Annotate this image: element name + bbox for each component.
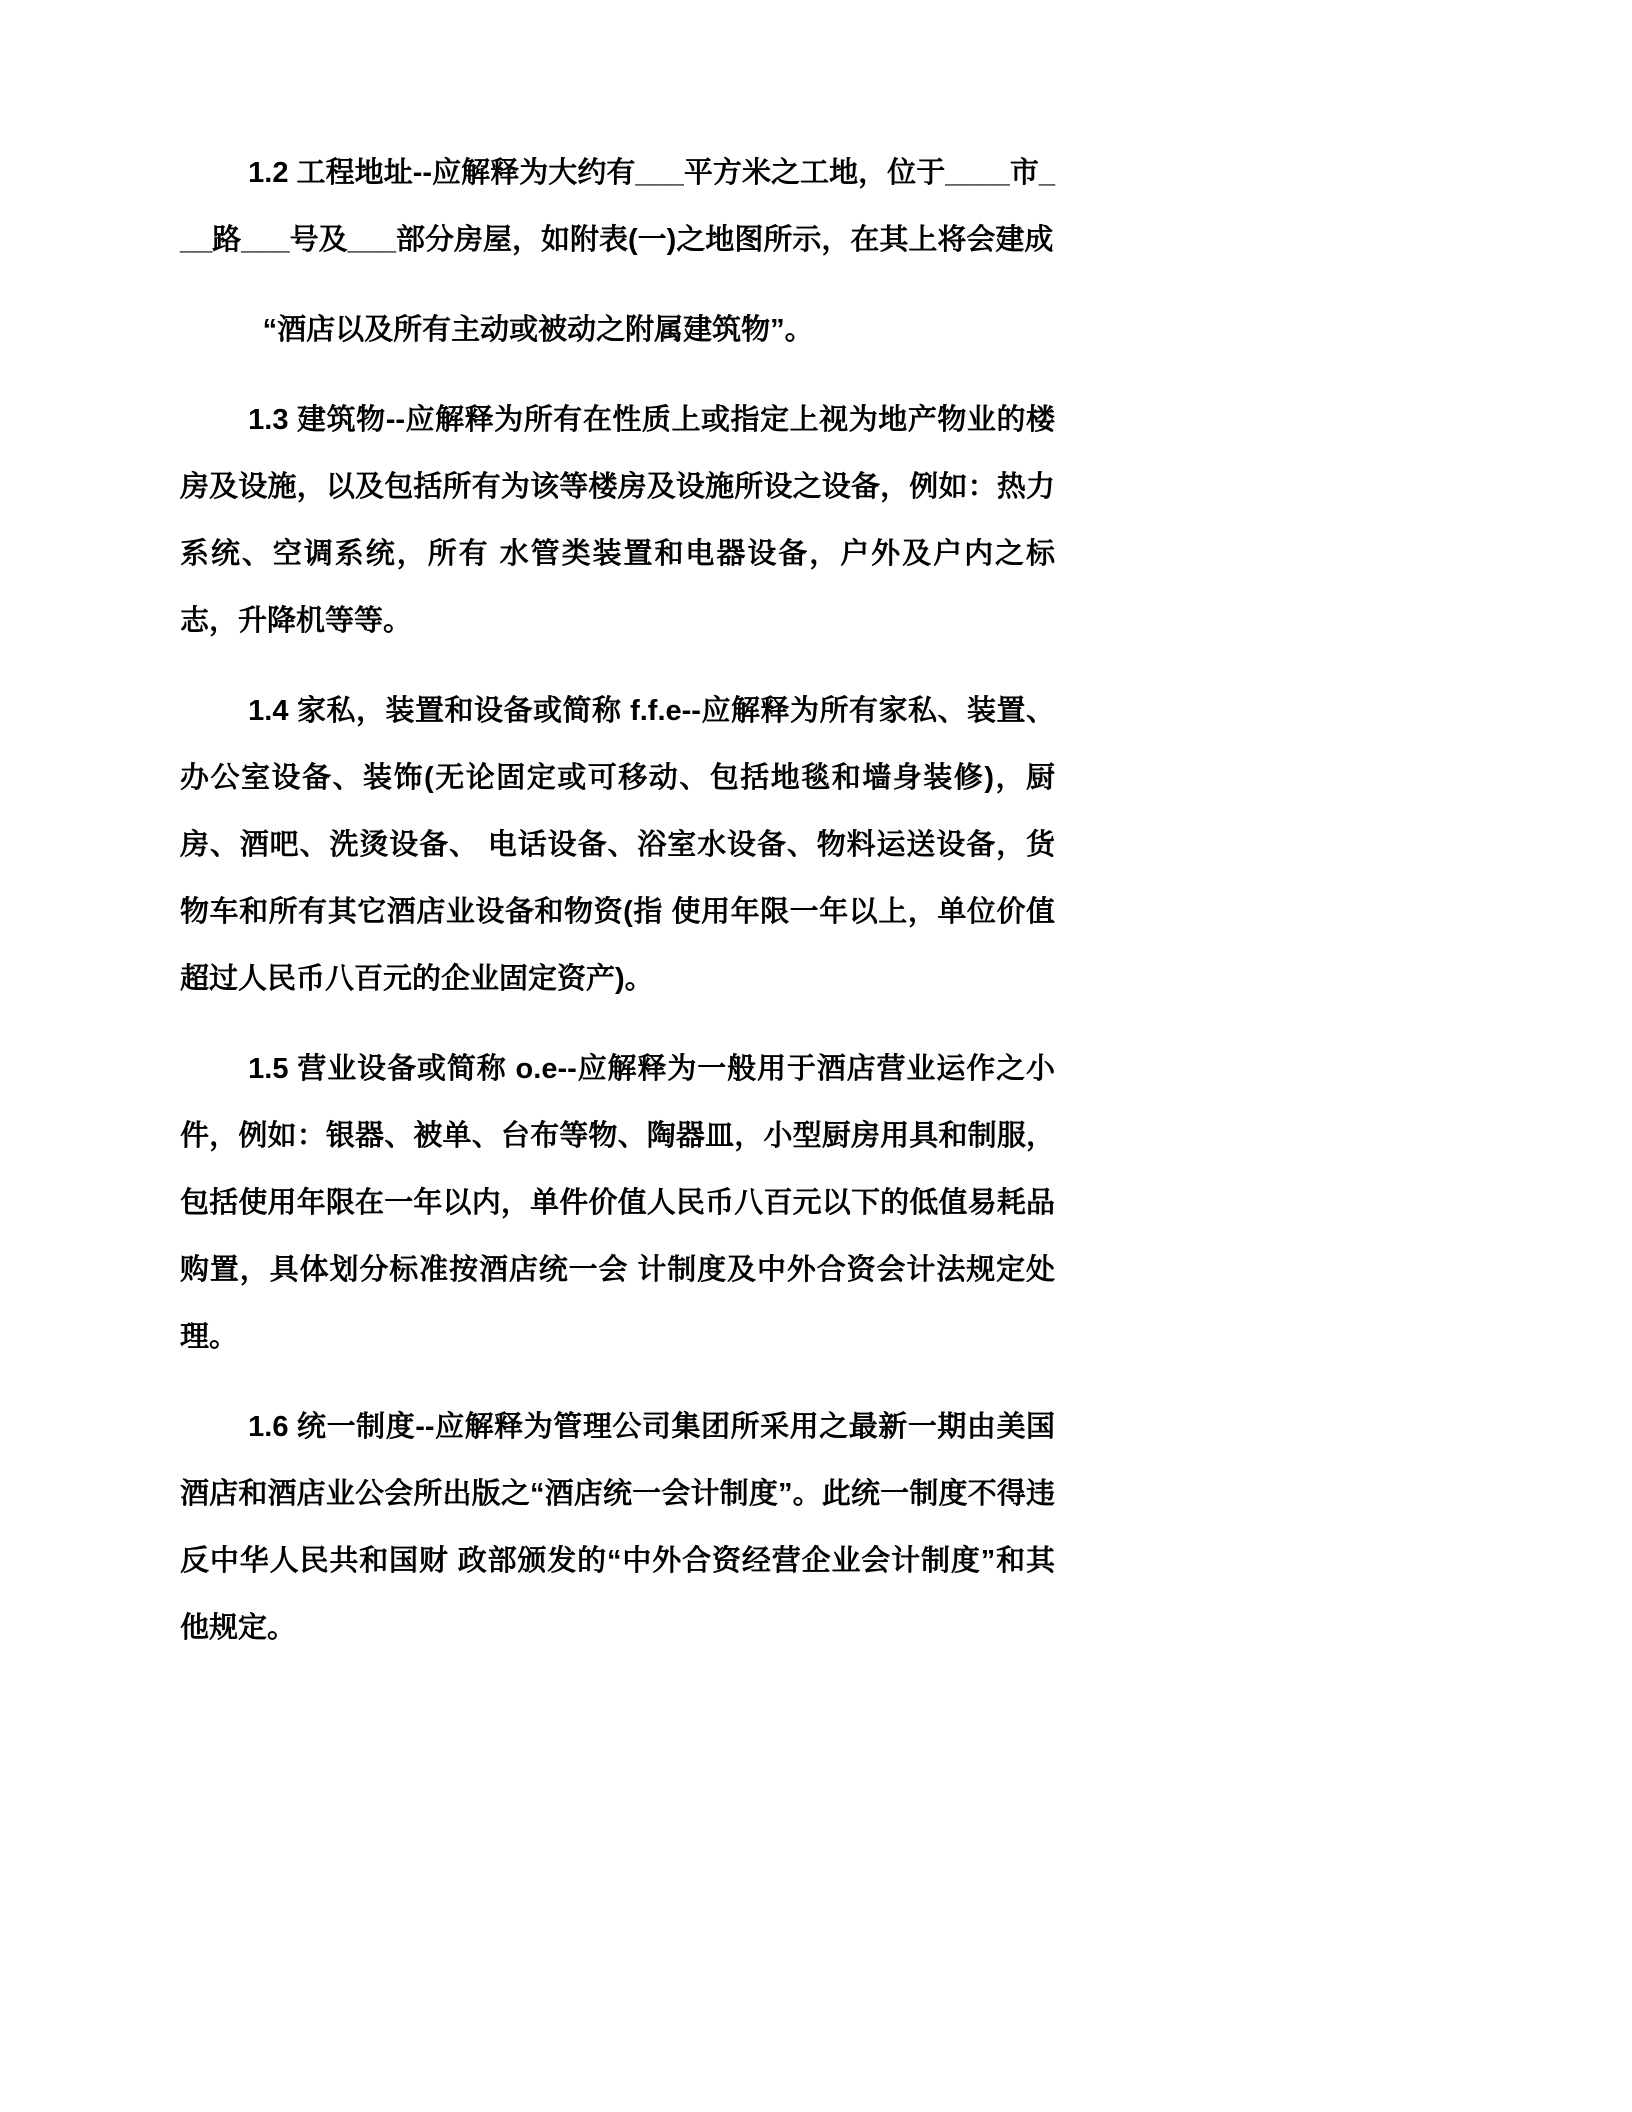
clause-1-3: 1.3 建筑物--应解释为所有在性质上或指定上视为地产物业的楼房及设施，以及包括所有为该等楼房及设施所设之设备，例如：热力系统、空调系统，所有 水管类装置和电器设备，户外及户内之标志，升降机等等。 — [180, 404, 1055, 637]
clause-1-2-quote-line: “酒店以及所有主动或被动之附属建筑物”。 — [262, 314, 814, 346]
clause-1-4: 1.4 家私，装置和设备或简称 f.f.e--应解释为所有家私、装置、办公室设备、装饰(无论固定或可移动、包括地毯和墙身装修)，厨房、酒吧、洗烫设备、 电话设备、浴室水设备、物料运送设备，货物车和所有其它酒店业设备和物资(指 使用年限一年以上，单位价值超过人民币八百元的企业固定资产)。 — [180, 695, 1055, 995]
clause-1-6: 1.6 统一制度--应解释为管理公司集团所采用之最新一期由美国酒店和酒店业公会所出版之“酒店统一会计制度”。此统一制度不得违反中华人民共和国财 政部颁发的“中外合资经营企业会计制度”和其他规定。 — [180, 1411, 1055, 1644]
clause-1-5: 1.5 营业设备或简称 o.e--应解释为一般用于酒店营业运作之小件，例如：银器、被单、台布等物、陶器皿，小型厨房用具和制服，包括使用年限在一年以内，单件价值人民币八百元以下的低值易耗品购置，具体划分标准按酒店统一会 计制度及中外合资会计法规定处理。 — [180, 1053, 1055, 1353]
clause-1-2: 1.2 工程地址--应解释为大约有___平方米之工地，位于____市___路___号及___部分房屋，如附表(一)之地图所示，在其上将会建成 — [180, 157, 1055, 256]
